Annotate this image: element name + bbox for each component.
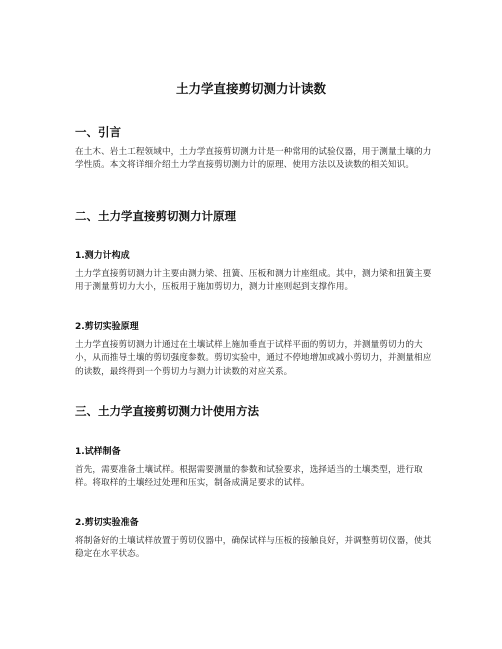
section-heading-usage: 三、土力学直接剪切测力计使用方法 xyxy=(75,404,259,418)
paragraph-shear-principle: 土力学直接剪切测力计通过在土壤试样上施加垂直于试样平面的剪切力，并测量剪切力的大小，从而推导土壤的剪切强度参数。剪切实验中，通过不停地增加或减小剪切力，并测量相应的读数，最终得到一个剪切力与测力计读数的对应关系。 xyxy=(75,340,432,377)
paragraph-sample-prep: 首先，需要准备土壤试样。根据需要测量的参数和试验要求，选择适当的土壤类型，进行取样。将取样的土壤经过处理和压实，制备成满足要求的试样。 xyxy=(75,465,423,489)
subsection-heading-sample-prep: 1.试样制备 xyxy=(75,447,121,457)
paragraph-test-prep: 将制备好的土壤试样放置于剪切仪器中，确保试样与压板的接触良好，并调整剪切仪器，使其稳定在水平状态。 xyxy=(75,536,432,560)
subsection-heading-composition: 1.测力计构成 xyxy=(75,251,130,261)
subsection-heading-shear-principle: 2.剪切实验原理 xyxy=(75,322,139,332)
paragraph-introduction: 在土木、岩土工程领域中，土力学直接剪切测力计是一种常用的试验仪器，用于测量土壤的力学性质。本文将详细介绍土力学直接剪切测力计的原理、使用方法以及读数的相关知识。 xyxy=(75,147,432,171)
section-heading-principle: 二、土力学直接剪切测力计原理 xyxy=(75,209,236,223)
section-heading-introduction: 一、引言 xyxy=(75,125,121,139)
paragraph-composition: 土力学直接剪切测力计主要由测力梁、扭簧、压板和测力计座组成。其中，测力梁和扭簧主要用于测量剪切力大小，压板用于施加剪切力，测力计座则起到支撑作用。 xyxy=(75,269,432,293)
document-title: 土力学直接剪切测力计读数 xyxy=(175,81,326,96)
subsection-heading-test-prep: 2.剪切实验准备 xyxy=(75,518,139,528)
